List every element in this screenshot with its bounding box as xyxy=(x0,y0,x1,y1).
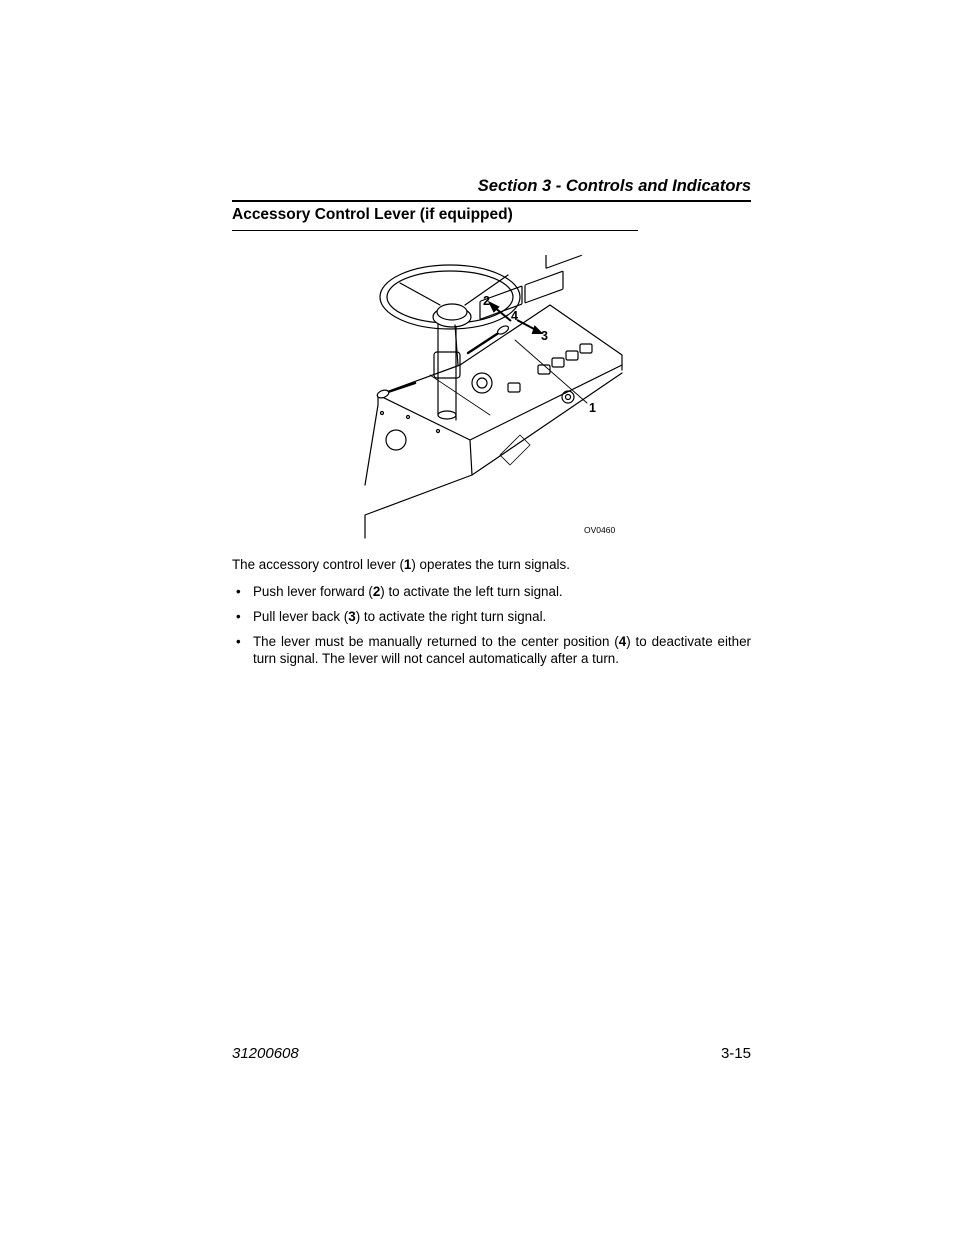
subheading-rule xyxy=(232,230,638,231)
page-number: 3-15 xyxy=(720,1045,751,1062)
callout-2: 2 xyxy=(483,294,490,308)
list-item: • Push lever forward (2) to activate the left turn signal. xyxy=(236,584,563,599)
subheading: Accessory Control Lever (if equipped) xyxy=(232,206,513,223)
callout-1: 1 xyxy=(589,401,596,415)
header-rule xyxy=(232,200,751,202)
section-title: Section 3 - Controls and Indicators xyxy=(477,177,751,195)
list-item: • Pull lever back (3) to activate the right turn signal. xyxy=(236,609,547,624)
intro-paragraph: The accessory control lever (1) operates the turn signals. xyxy=(232,557,570,572)
list-item: • The lever must be manually returned to the center position (4) to deactivate either turn signal. The lever will not cancel automatically after a turn. xyxy=(236,634,752,666)
steering-console-illustration xyxy=(360,255,630,545)
callout-3: 3 xyxy=(541,329,548,343)
figure-code: OV0460 xyxy=(584,525,616,535)
callout-4: 4 xyxy=(511,309,518,323)
document-number: 31200608 xyxy=(232,1045,299,1062)
instruction-list xyxy=(232,583,751,675)
